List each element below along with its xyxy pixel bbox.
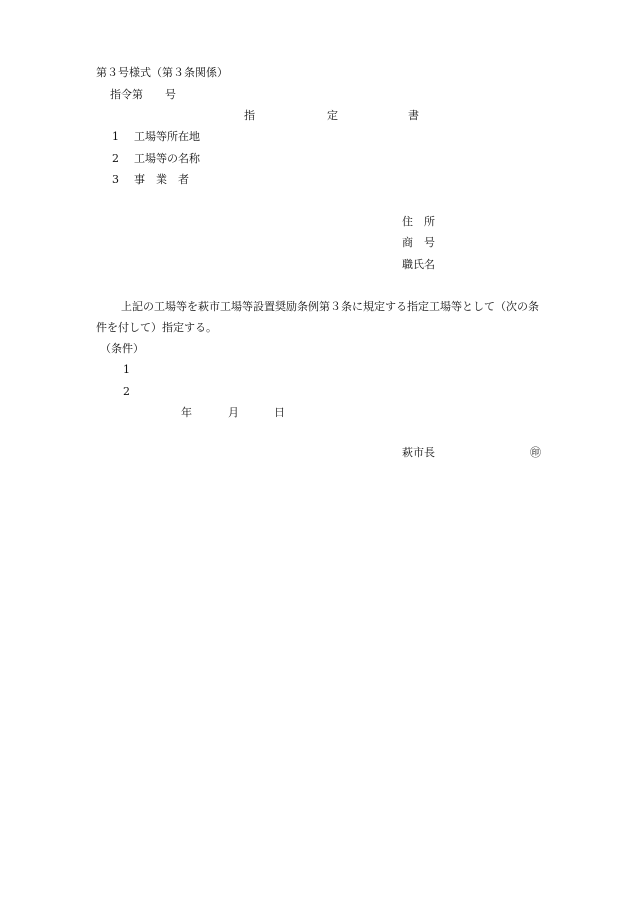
date-day: 日 [274,406,285,419]
title-char-1: 指 [244,109,255,122]
item-number: 2 [112,152,119,165]
date-year: 年 [181,406,192,419]
item-label: 工場等所在地 [134,130,200,143]
item-number: 1 [112,130,119,143]
item-number: 3 [112,173,119,186]
title-char-3: 書 [408,109,419,122]
reference-number: 指令第 号 [110,88,176,101]
conditions-header: （条件） [100,342,144,355]
body-line-2: 件を付して）指定する。 [96,321,217,334]
operator-address-label: 住 所 [402,215,435,228]
form-label: 第３号様式（第３条関係） [96,66,228,79]
item-label: 工場等の名称 [134,152,200,165]
operator-title-name-label: 職氏名 [402,258,435,271]
body-line-1: 上記の工場等を萩市工場等設置奨励条例第３条に規定する指定工場等として（次の条 [121,300,539,313]
condition-item-1: 1 [123,363,130,376]
date-month: 月 [228,406,239,419]
operator-trade-name-label: 商 号 [402,236,435,249]
signer-name: 萩市長 [402,446,435,459]
condition-item-2: 2 [123,385,130,398]
title-char-2: 定 [327,109,338,122]
item-label: 事 業 者 [134,173,189,186]
seal-mark: ㊞ [530,446,541,459]
